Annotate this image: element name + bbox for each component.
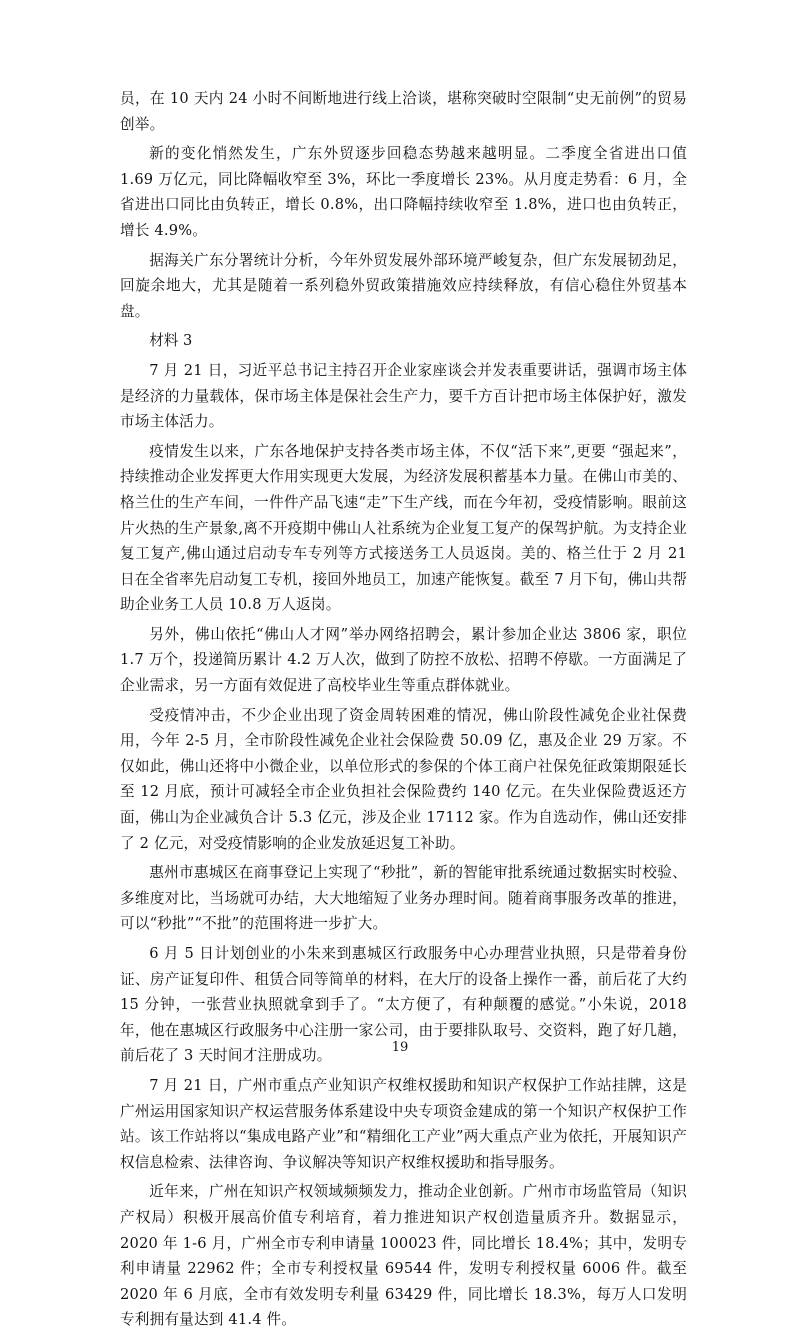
paragraph-huizhou-approval: 惠州市惠城区在商事登记上实现了“秒批”，新的智能审批系统通过数据实时校验、多维度对比，当场就可办结，大大地缩短了业务办理时间。随着商事服务改革的推进，可以“秒批”“不批”的范围将进一步扩大。: [120, 864, 687, 933]
paragraph-foreign-trade: 新的变化悄然发生，广东外贸逐步回稳态势越来越明显。二季度全省进出口值 1.69 万亿元，同比降幅收窄至 3%，环比一季度增长 23%。从月度走势看：6 月，全省进出口同比由负转正，增长 0.8%，出口降幅持续收窄至 1.8%，进口也由负转正，增长 4.9%。: [120, 145, 687, 239]
page-number: 19: [391, 1040, 409, 1055]
paragraph-customs-analysis: 据海关广东分署统计分析，今年外贸发展外部环境严峻复杂，但广东发展韧劲足，回旋余地大，尤其是随着一系列稳外贸政策措施效应持续释放，有信心稳住外贸基本盘。: [120, 251, 687, 320]
paragraph-continued: 员，在 10 天内 24 小时不间断地进行线上洽谈，堪称突破时空限制“史无前例”的贸易创举。: [120, 90, 687, 133]
paragraph-online-recruitment: 另外，佛山依托“佛山人才网”举办网络招聘会，累计参加企业达 3806 家，职位 1.7 万个，投递简历累计 4.2 万人次，做到了防控不放松、招聘不停歇。一方面满足了企业需求，另一方面有效促进了高校毕业生等重点群体就业。: [120, 625, 687, 695]
paragraph-symposium: 7 月 21 日，习近平总书记主持召开企业家座谈会并发表重要讲话，强调市场主体是经济的力量载体，保市场主体是保社会生产力，要千方百计把市场主体保护好，激发市场主体活力。: [120, 361, 687, 431]
section-heading-material-3: 材料 3: [149, 332, 193, 350]
page-body: [120, 86, 687, 1337]
paragraph-ip-workstation: 7 月 21 日，广州市重点产业知识产权维权援助和知识产权保护工作站挂牌，这是广州运用国家知识产权运营服务体系建设中央专项资金建成的第一个知识产权保护工作站。该工作站将以“集成电路产业”和“精细化工产业”两大重点产业为依托，开展知识产权信息检索、法律咨询、争议解决等知识产权维权援助和指导服务。: [120, 1076, 687, 1171]
paragraph-social-insurance: 受疫情冲击，不少企业出现了资金周转困难的情况，佛山阶段性减免企业社保费用，今年 2-5 月，全市阶段性减免企业社会保险费 50.09 亿，惠及企业 29 万家。不仅如此，佛山还将中小微企业，以单位形式的参保的个体工商户社保免征政策期限延长至 12 月底，预计可减轻全市企业负担社会保险费约 140 亿元。在失业保险费返还方面，佛山为企业减负合计 5.3 亿元，涉及企业 17112 家。作为自选动作，佛山还安排了 2 亿元，对受疫情影响的企业发放延迟复工补助。: [120, 706, 687, 852]
paragraph-business-license: 6 月 5 日计划创业的小朱来到惠城区行政服务中心办理营业执照，只是带着身份证、房产证复印件、租赁合同等简单的材料，在大厅的设备上操作一番，前后花了大约 15 分钟，一张营业执照就拿到手了。“太方便了，有种颠覆的感觉。”小朱说，2018 年，他在惠城区行政服务中心注册一家公司，由于要排队取号、交资料，跑了好几趟，前后花了 3 天时间才注册成功。: [120, 945, 687, 1065]
paragraph-foshan-resumption: 疫情发生以来，广东各地保护支持各类市场主体，不仅“活下来”,更要 “强起来”，持续推动企业发挥更大作用实现更大发展，为经济发展积蓄基本力量。在佛山市美的、格兰仕的生产车间，一件件产品飞速“走”下生产线，而在今年初，受疫情影响。眼前这片火热的生产景象,离不开疫期中佛山人社系统为企业复工复产的保驾护航。为支持企业复工复产,佛山通过启动专车专列等方式接送务工人员返岗。美的、格兰仕于 2 月 21 日在全省率先启动复工专机，接回外地员工，加速产能恢复。截至 7 月下旬，佛山共帮助企业务工人员 10.8 万人返岗。: [120, 442, 688, 614]
paragraph-patent-statistics: 近年来，广州在知识产权领域频频发力，推动企业创新。广州市市场监管局（知识产权局）积极开展高价值专利培育，着力推进知识产权创造量质齐升。数据显示，2020 年 1-6 月，广州全市专利申请量 100023 件，同比增长 18.4%；其中，发明专利申请量 22962 件；全市专利授权量 69544 件，发明专利授权量 6006 件。截至 2020 年 6 月底，全市有效发明专利量 63429 件，同比增长 18.3%，每万人口发明专利拥有量达到 41.4 件。: [120, 1183, 687, 1329]
